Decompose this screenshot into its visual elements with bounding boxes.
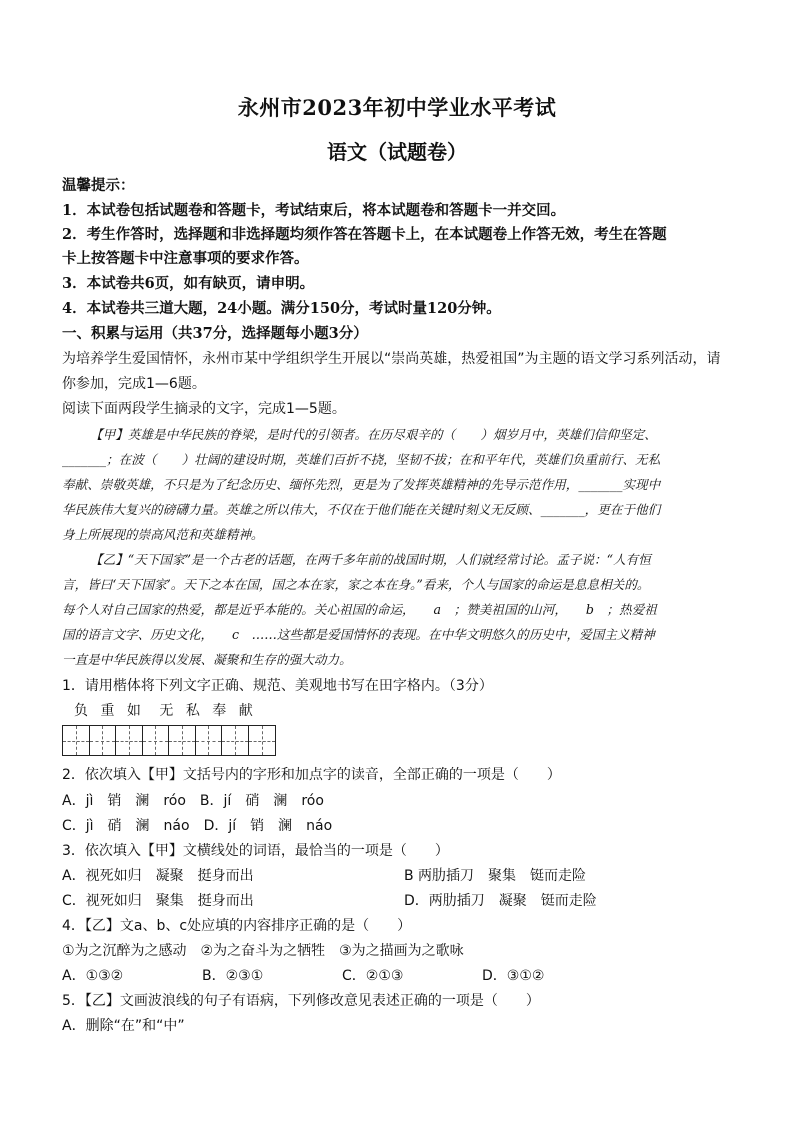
q1-stem: 1．请用楷体将下列文字正确、规范、美观地书写在田字格内。（3分） [62,678,493,694]
exam-title: 永州市2023年初中学业水平考试 [237,95,557,120]
q3-option-c: C．视死如归 聚集 挺身而出 [62,893,254,909]
q2-options: C．jì 硝 澜 náo D．jí 销 澜 náo [62,818,333,834]
q1-char: 奉 [212,703,227,719]
tianzige-grid[interactable] [62,725,276,756]
passage-jia-line: 【甲】英雄是中华民族的脊梁，是时代的引领者。在历尽艰辛的（ ）烟岁月中，英雄们信仰坚定、 [90,427,657,442]
q5-option-a: A．删除“在”和“中” [62,1018,185,1034]
tianzige-cell[interactable] [196,726,223,755]
passage-yi-line: 【乙】“天下国家”是一个古老的话题，在两千多年前的战国时期，人们就经常讨论。孟子说：“人有恒 [90,552,651,567]
q3-option-row [62,890,742,910]
q1-char: 私 [185,703,200,719]
exam-subtitle: 语文（试题卷） [327,140,467,164]
section-heading: 一、积累与运用（共37分，选择题每小题3分） [62,325,368,342]
q4-stem: 4．【乙】文a、b、c处应填的内容排序正确的是（ ） [62,918,412,934]
q1-char: 重 [100,703,115,719]
tianzige-cell[interactable] [63,726,90,755]
q3-option-b: B 两肋插刀 聚集 铤而走险 [404,868,587,884]
q1-char: 献 [238,703,253,719]
tip-3: 3．本试卷共6页，如有缺页，请申明。 [62,275,315,292]
q1-characters [70,700,257,720]
passage-jia-line: _______；在波（ ）壮阔的建设时期，英雄们百折不挠，坚韧不拔；在和平年代，英雄们负重前行、无私 [62,452,661,467]
q1-char: 负 [74,703,88,719]
tips-heading: 温馨提示： [62,177,135,194]
intro-line: 阅读下面两段学生摘录的文字，完成1—5题。 [62,401,346,417]
passage-yi-line: 一直是中华民族得以发展、凝聚和生存的强大动力。 [62,652,352,667]
passage-jia-line: 身上所展现的崇高风范和英雄精神。 [62,527,264,542]
q3-stem: 3．依次填入【甲】文横线处的词语，最恰当的一项是（ ） [62,843,449,859]
passage-yi-line: 每个人对自己国家的热爱，都是近乎本能的。关心祖国的命运， a ；赞美祖国的山河， b ；热爱祖 [62,602,657,617]
passage-jia-line: 华民族伟大复兴的磅礴力量。英雄之所以伟大，不仅在于他们能在关键时刻义无反顾、_______，更在于他们 [62,502,661,517]
intro-line: 为培养学生爱国情怀，永州市某中学组织学生开展以“崇尚英雄，热爱祖国”为主题的语文学习系列活动，请 [62,351,721,367]
q4-option-b: B．②③① [202,968,264,984]
tip-1: 1．本试卷包括试题卷和答题卡，考试结束后，将本试题卷和答题卡一并交回。 [62,202,566,219]
passage-jia-line: 奉献、崇敬英雄，不只是为了纪念历史、缅怀先烈，更是为了发挥英雄精神的先导示范作用，_______实现中 [62,477,661,492]
q5-stem: 5．【乙】文画波浪线的句子有语病，下列修改意见表述正确的一项是（ ） [62,993,540,1009]
tianzige-cell[interactable] [90,726,117,755]
tianzige-cell[interactable] [222,726,249,755]
q2-options: A．jì 销 澜 róo B．jí 硝 澜 róo [62,793,324,809]
intro-line: 你参加，完成1—6题。 [62,376,206,392]
q1-char: 无 [159,703,174,719]
tianzige-cell[interactable] [249,726,276,755]
tip-4: 4．本试卷共三道大题，24小题。满分150分，考试时量120分钟。 [62,300,501,317]
tianzige-cell[interactable] [169,726,196,755]
q2-stem: 2．依次填入【甲】文括号内的字形和加点字的读音，全部正确的一项是（ ） [62,767,561,783]
q1-char: 如 [126,703,141,719]
q3-option-d: D．两肋插刀 凝聚 铤而走险 [404,893,597,909]
tip-2: 2．考生作答时，选择题和非选择题均须作答在答题卡上，在本试题卷上作答无效，考生在答题 [62,226,667,243]
tianzige-cell[interactable] [143,726,170,755]
tip-2-cont: 卡上按答题卡中注意事项的要求作答。 [62,250,309,267]
tianzige-cell[interactable] [116,726,143,755]
q4-option-d: D．③①② [482,968,545,984]
q3-option-a: A．视死如归 凝聚 挺身而出 [62,868,254,884]
q4-choices: ①为之沉醉为之感动 ②为之奋斗为之牺牲 ③为之描画为之歌咏 [62,943,464,959]
q4-option-a: A．①③② [62,968,124,984]
q3-option-row [62,865,742,885]
q4-option-c: C．②①③ [342,968,404,984]
passage-yi-line: 言，皆曰‘天下国家’。天下之本在国，国之本在家，家之本在身。”看来，个人与国家的命运是息息相关的。 [62,577,650,592]
passage-yi-line: 国的语言文字、历史文化， c ……这些都是爱国情怀的表现。在中华文明悠久的历史中，爱国主义精神 [62,627,655,642]
